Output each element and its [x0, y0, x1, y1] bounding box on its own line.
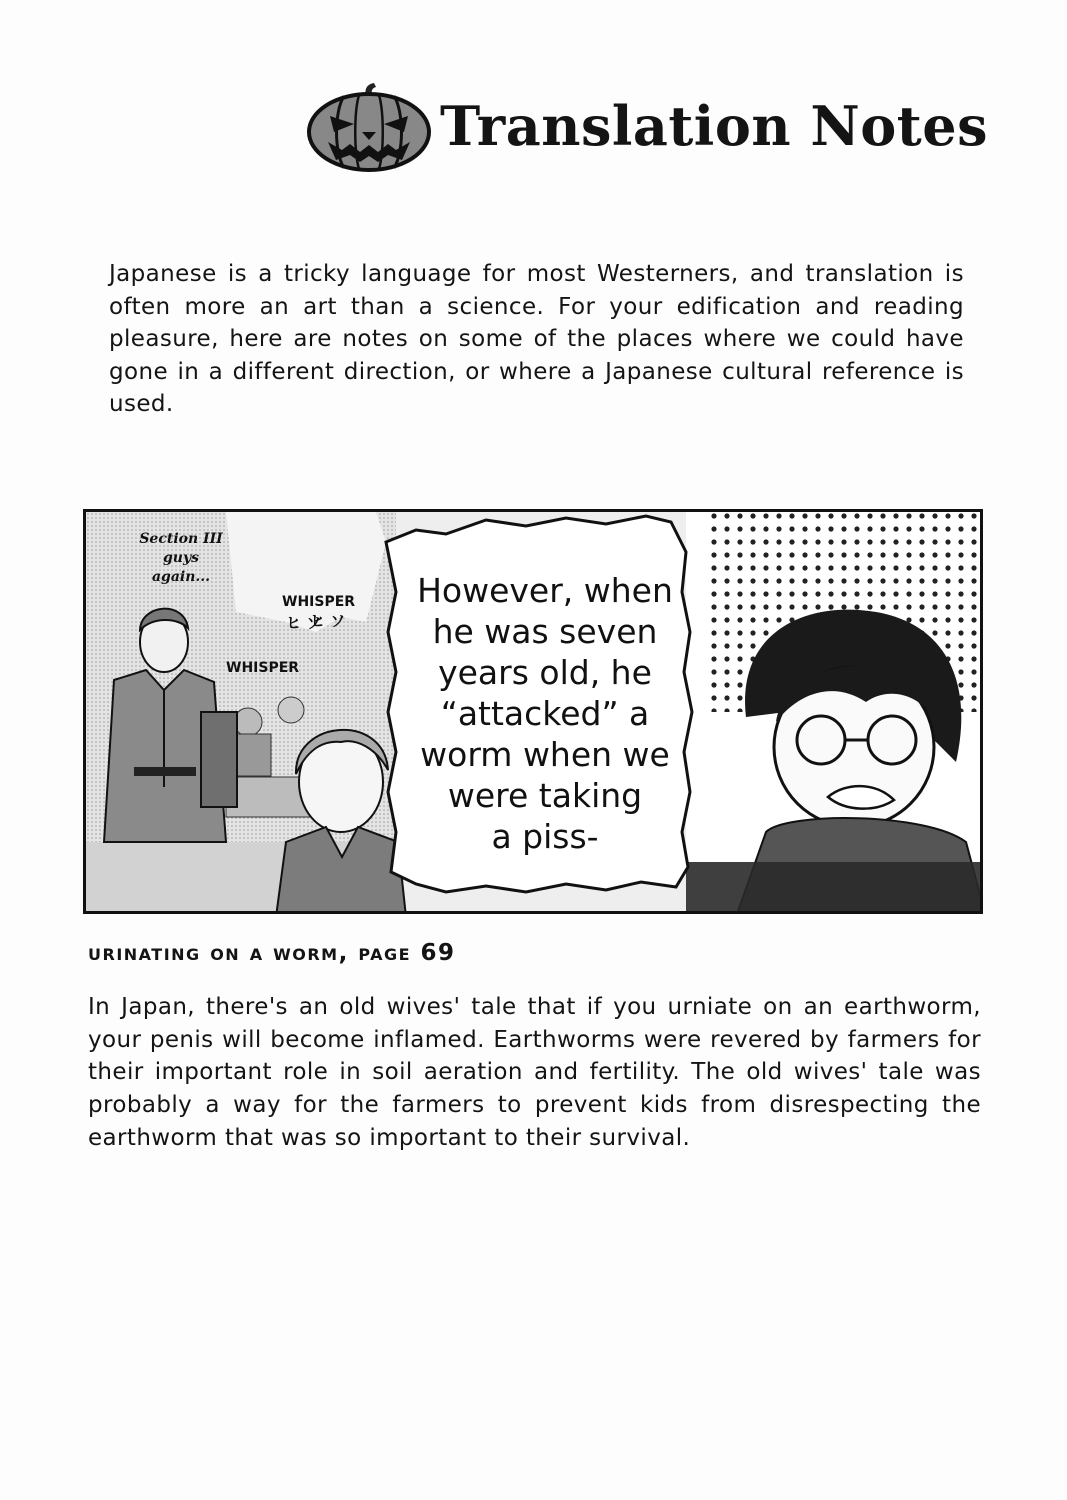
note-body: In Japan, there's an old wives' tale that if you urniate on an earthworm, your penis will become inflamed. Earthworms were revered by farmers for their important role in soil aeration and fertility. The old wives' tale was probably a way for the farmers to prevent kids from disrespecting the earthworm that was so important to their survival.: [88, 994, 981, 1151]
speech-line: However, when: [417, 571, 673, 610]
page-title: Translation Notes: [440, 94, 988, 158]
sfx-whisper-1: WHISPER: [282, 594, 356, 610]
sfx-japanese-1: ヒ ソ: [286, 614, 322, 632]
speech-line: he was seven: [432, 612, 658, 651]
jack-o-lantern-icon: [304, 82, 434, 172]
intro-paragraph: Japanese is a tricky language for most Westerners, and translation is often more an art than a science. For your edification and reading pleasure, here are notes on some of the places where we could have gone in a different direction, or where a Japanese cultural reference is used.: [109, 261, 964, 417]
sfx-japanese-2: ヒ ソ: [310, 612, 346, 630]
sfx-whisper-2: WHISPER: [226, 660, 300, 676]
speech-line: a piss-: [491, 817, 599, 856]
note-heading: urinating on a worm, page 69: [88, 940, 456, 966]
manga-panel: [83, 509, 983, 914]
page-header: [300, 80, 1000, 180]
speech-line: “attacked” a: [440, 694, 650, 733]
speech-line: worm when we: [420, 735, 670, 774]
speech-bubble-text: [400, 570, 690, 857]
caption-section-guys: Section III guys again...: [139, 531, 223, 585]
speech-line: years old, he: [438, 653, 652, 692]
speech-line: were taking: [447, 776, 643, 815]
